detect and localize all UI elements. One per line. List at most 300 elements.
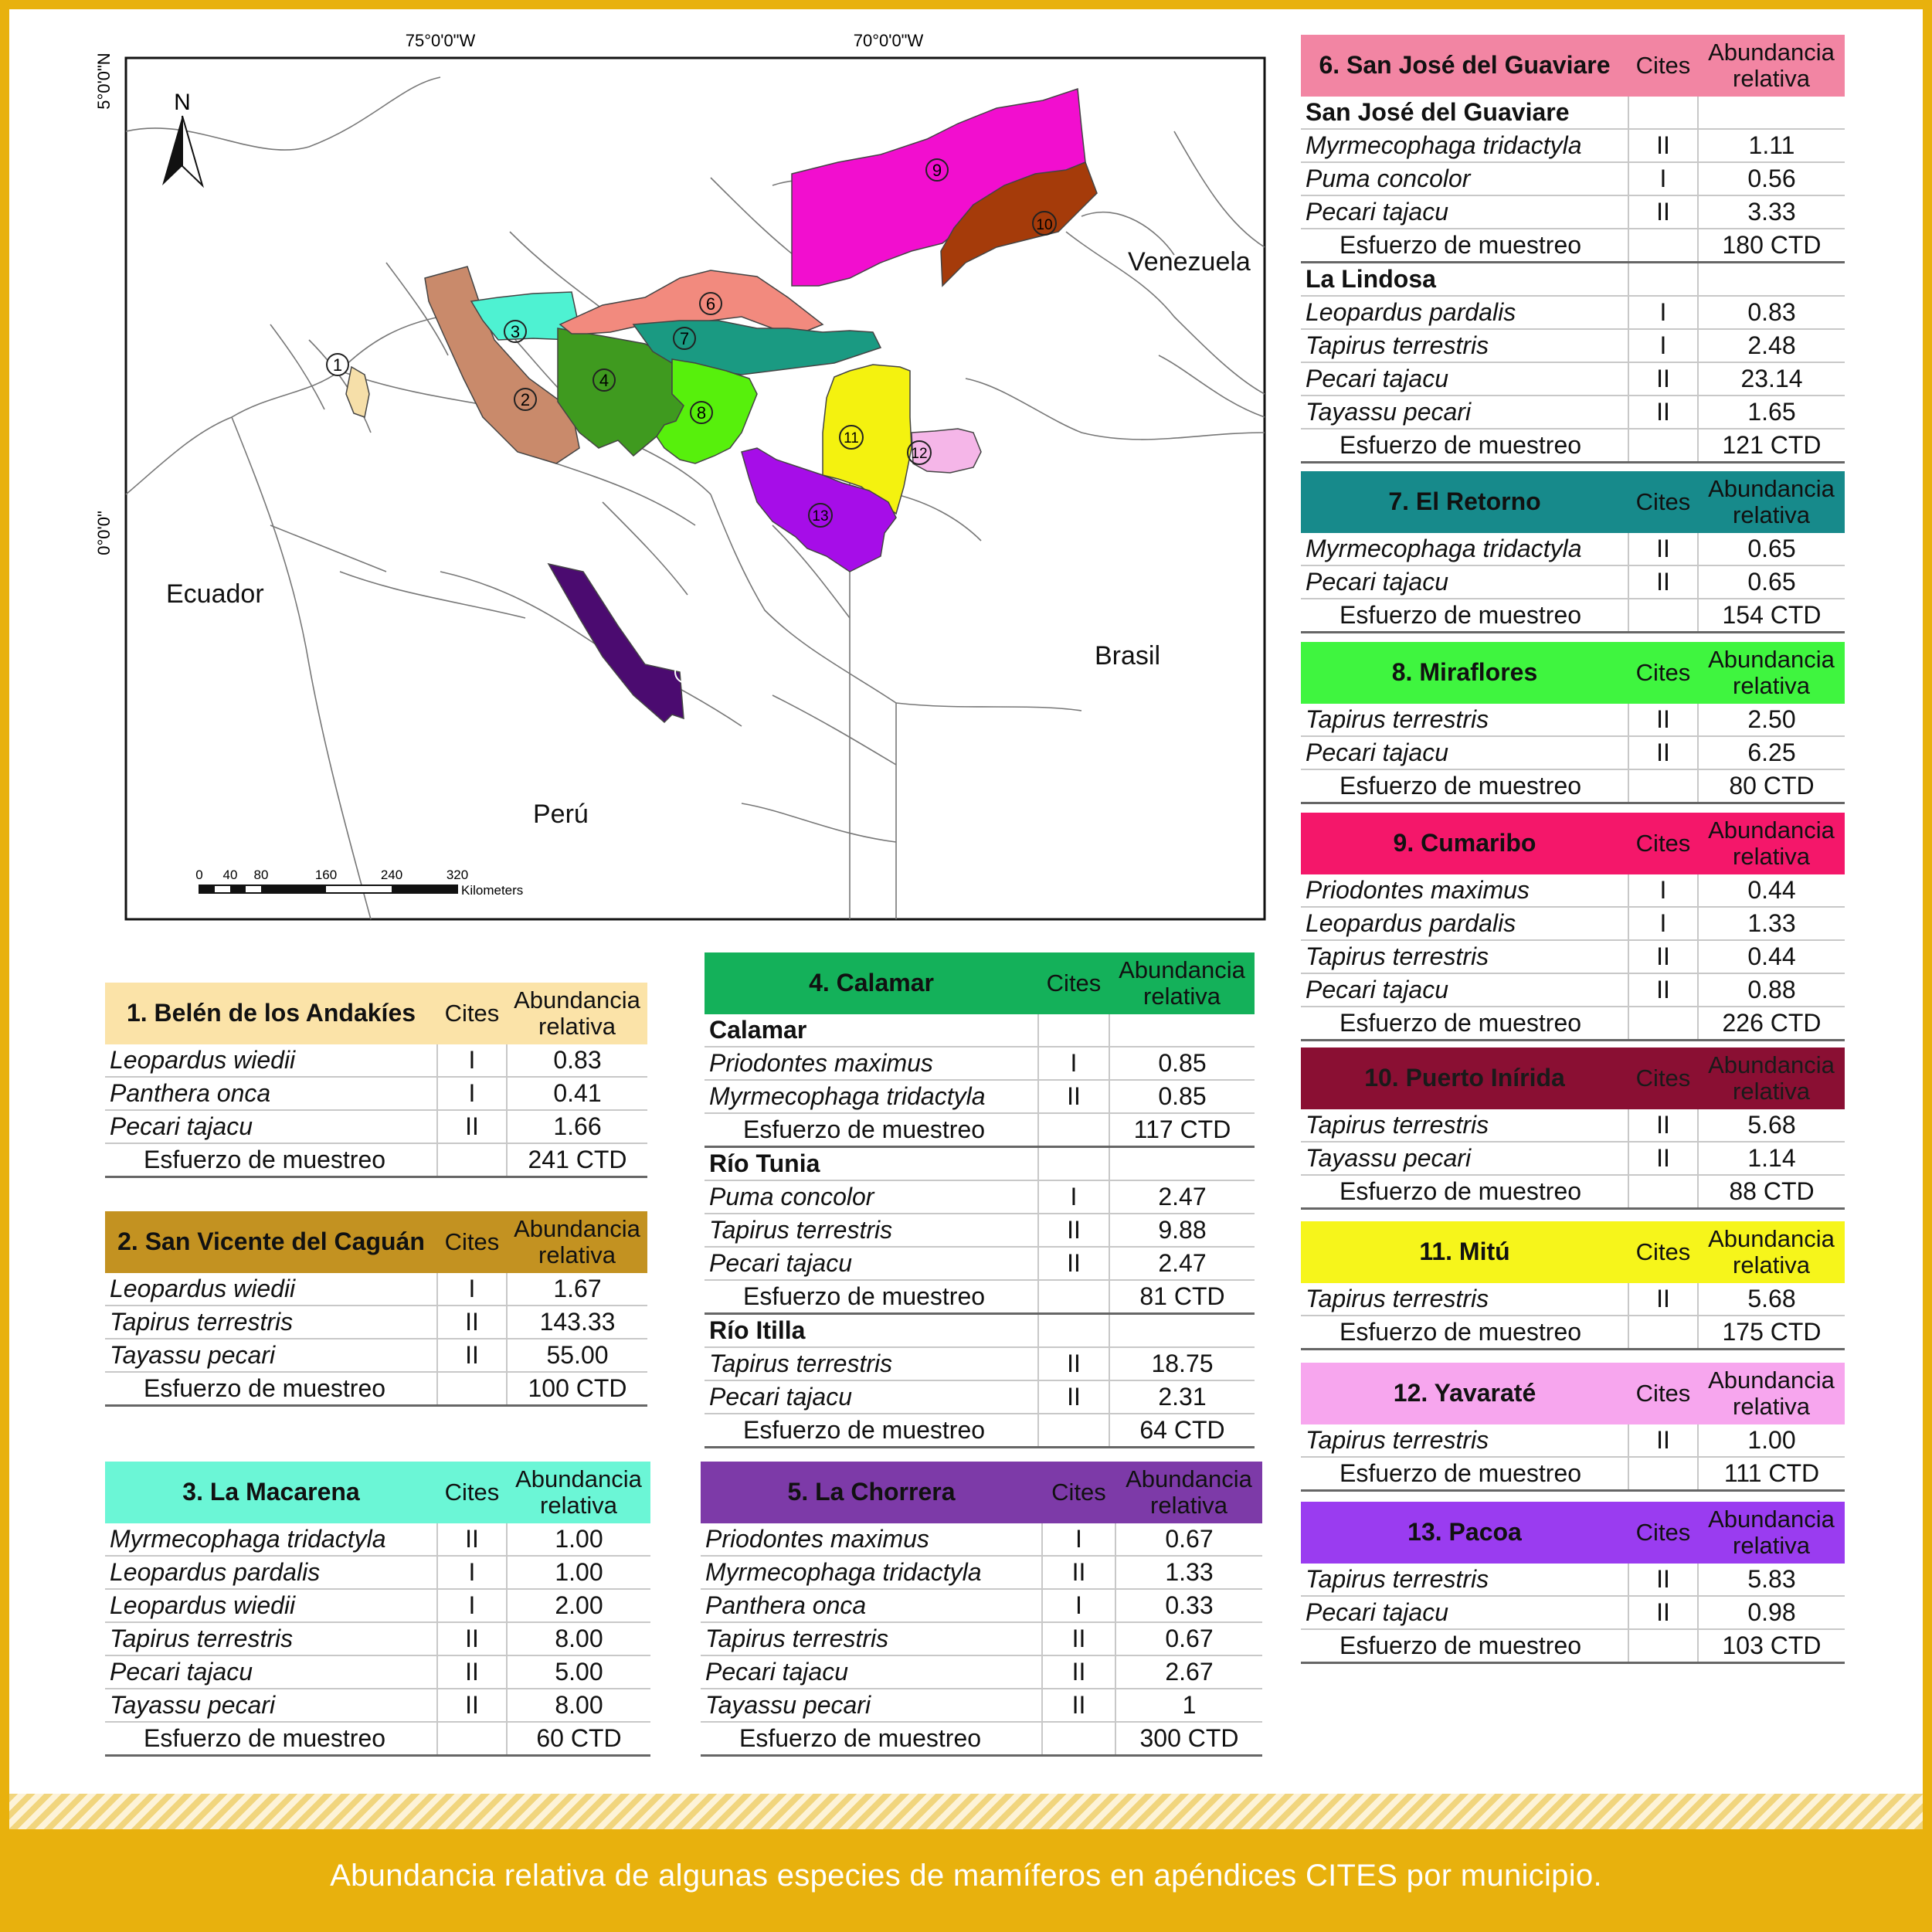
region-number: 4 (599, 371, 609, 390)
cites-header: Cites (444, 999, 500, 1027)
effort-cites (1628, 1457, 1698, 1491)
cites-appendix: I (1042, 1523, 1115, 1556)
species-name: Pecari tajacu (701, 1655, 1042, 1689)
abundance-header-line1: Abundancia (1708, 816, 1835, 844)
country-label: Perú (533, 800, 589, 829)
effort-cites (1628, 1629, 1698, 1663)
species-row (105, 1689, 650, 1722)
abundance-header-line1: Abundancia (1708, 645, 1835, 673)
species-name: Pecari tajacu (1301, 1596, 1628, 1629)
cites-appendix: I (437, 1273, 507, 1306)
abundance-value: 5.83 (1698, 1564, 1845, 1596)
abundance-value: 2.48 (1698, 329, 1845, 362)
scale-tick: 0 (195, 868, 203, 882)
cites-appendix: II (437, 1689, 507, 1722)
section-cites (1628, 97, 1698, 129)
abundance-header (1109, 952, 1255, 1014)
effort-label: Esfuerzo de muestreo (1301, 429, 1628, 463)
species-row (1301, 940, 1845, 973)
section-value (1109, 1014, 1255, 1047)
region-number: 13 (812, 508, 829, 525)
abundance-header-line2: relativa (1733, 1078, 1810, 1105)
species-row (105, 1044, 647, 1077)
cites-header: Cites (1635, 1518, 1691, 1546)
cites-appendix: I (1628, 874, 1698, 907)
abundance-value: 1.67 (507, 1273, 647, 1306)
species-name: Tapirus terrestris (105, 1306, 437, 1339)
abundance-header-line2: relativa (1733, 672, 1810, 699)
species-name: Tayassu pecari (1301, 1142, 1628, 1175)
abundance-header-line1: Abundancia (1708, 38, 1835, 66)
section-row (705, 1147, 1255, 1181)
table-title: 2. San Vicente del Caguán (117, 1227, 425, 1256)
species-name: Leopardus wiedii (105, 1044, 437, 1077)
species-row (105, 1306, 647, 1339)
species-name: Tayassu pecari (1301, 396, 1628, 429)
abundance-header (1698, 35, 1845, 97)
effort-label: Esfuerzo de muestreo (705, 1113, 1038, 1147)
effort-row (105, 1143, 647, 1177)
cites-appendix: II (437, 1306, 507, 1339)
species-name: Tapirus terrestris (1301, 1564, 1628, 1596)
abundance-header-line1: Abundancia (1119, 956, 1245, 983)
cites-appendix: I (1038, 1180, 1109, 1214)
abundance-value: 0.98 (1698, 1596, 1845, 1629)
cites-appendix: II (1628, 1142, 1698, 1175)
lat-label: 0°0'0" (94, 511, 114, 555)
abundance-value: 0.44 (1698, 940, 1845, 973)
species-row (105, 1655, 650, 1689)
effort-label: Esfuerzo de muestreo (1301, 1007, 1628, 1041)
effort-row (705, 1414, 1255, 1448)
abundance-value: 55.00 (507, 1339, 647, 1372)
species-name: Myrmecophaga tridactyla (701, 1556, 1042, 1589)
cites-appendix: II (1628, 565, 1698, 599)
abundance-value: 0.85 (1109, 1080, 1255, 1113)
effort-value: 100 CTD (507, 1372, 647, 1406)
effort-row (1301, 1457, 1845, 1491)
cites-appendix: I (1628, 296, 1698, 329)
table-header (1301, 1047, 1845, 1109)
species-row (1301, 362, 1845, 396)
table-title: 4. Calamar (809, 969, 934, 997)
species-name: Myrmecophaga tridactyla (1301, 129, 1628, 162)
species-row (705, 1214, 1255, 1247)
abundance-value: 18.75 (1109, 1347, 1255, 1380)
effort-cites (1628, 1316, 1698, 1350)
abundance-value: 0.67 (1115, 1622, 1262, 1655)
abundance-header-line2: relativa (1733, 843, 1810, 870)
scale-tick: 80 (253, 868, 269, 882)
species-name: Priodontes maximus (705, 1047, 1038, 1080)
species-row (1301, 296, 1845, 329)
north-label: N (174, 90, 191, 115)
cites-appendix: II (1042, 1622, 1115, 1655)
species-name: Tapirus terrestris (1301, 1424, 1628, 1457)
abundance-table (705, 952, 1255, 1448)
species-name: Myrmecophaga tridactyla (705, 1080, 1038, 1113)
table-title: 6. San José del Guaviare (1319, 51, 1611, 80)
abundance-header-line1: Abundancia (514, 1214, 640, 1242)
species-row (105, 1589, 650, 1622)
species-row (1301, 1424, 1845, 1457)
species-row (705, 1080, 1255, 1113)
country-label: Brasil (1095, 641, 1161, 671)
species-row (1301, 533, 1845, 565)
abundance-value: 0.88 (1698, 973, 1845, 1007)
effort-row (105, 1372, 647, 1406)
species-row (705, 1047, 1255, 1080)
abundance-value: 1.66 (507, 1110, 647, 1143)
abundance-header (1698, 642, 1845, 704)
section-value (1698, 97, 1845, 129)
cites-header: Cites (1635, 51, 1691, 79)
table-header (105, 1462, 650, 1523)
effort-label: Esfuerzo de muestreo (701, 1722, 1042, 1756)
abundance-header (507, 1462, 650, 1523)
species-row (1301, 874, 1845, 907)
section-cites (1038, 1314, 1109, 1348)
effort-cites (1628, 769, 1698, 803)
country-label: Ecuador (166, 579, 264, 609)
species-row (1301, 396, 1845, 429)
effort-label: Esfuerzo de muestreo (1301, 1316, 1628, 1350)
species-name: Leopardus wiedii (105, 1273, 437, 1306)
abundance-table (1301, 1047, 1845, 1210)
species-name: Priodontes maximus (1301, 874, 1628, 907)
species-name: Leopardus wiedii (105, 1589, 437, 1622)
cites-header: Cites (444, 1478, 500, 1506)
species-row (1301, 195, 1845, 229)
abundance-value: 9.88 (1109, 1214, 1255, 1247)
effort-label: Esfuerzo de muestreo (1301, 599, 1628, 633)
species-row (1301, 1596, 1845, 1629)
species-name: Tapirus terrestris (705, 1214, 1038, 1247)
abundance-header-line1: Abundancia (515, 1465, 642, 1492)
cites-header: Cites (1635, 1064, 1691, 1092)
section-name: La Lindosa (1301, 263, 1628, 297)
lat-label: 5°0'0"N (94, 53, 114, 110)
abundance-value: 1.00 (507, 1556, 650, 1589)
cites-appendix: I (437, 1044, 507, 1077)
species-row (1301, 736, 1845, 769)
effort-row (705, 1280, 1255, 1314)
abundance-header-line1: Abundancia (1708, 1051, 1835, 1078)
effort-label: Esfuerzo de muestreo (105, 1143, 437, 1177)
abundance-header-line1: Abundancia (1708, 1224, 1835, 1252)
species-row (705, 1380, 1255, 1414)
effort-cites (1628, 1007, 1698, 1041)
abundance-value: 2.00 (507, 1589, 650, 1622)
cites-appendix: II (1628, 396, 1698, 429)
effort-cites (1038, 1113, 1109, 1147)
species-name: Pecari tajacu (1301, 565, 1628, 599)
section-cites (1038, 1147, 1109, 1181)
abundance-header (507, 1211, 647, 1273)
cites-appendix: II (1038, 1080, 1109, 1113)
effort-cites (1042, 1722, 1115, 1756)
species-name: Myrmecophaga tridactyla (1301, 533, 1628, 565)
abundance-value: 0.85 (1109, 1047, 1255, 1080)
effort-row (705, 1113, 1255, 1147)
effort-row (1301, 1007, 1845, 1041)
species-row (701, 1556, 1262, 1589)
species-row (105, 1273, 647, 1306)
species-row (701, 1655, 1262, 1689)
cites-header: Cites (1635, 487, 1691, 515)
effort-label: Esfuerzo de muestreo (1301, 1629, 1628, 1663)
abundance-table (1301, 1502, 1845, 1664)
cites-appendix: II (1042, 1689, 1115, 1722)
abundance-header-line1: Abundancia (514, 986, 640, 1014)
effort-label: Esfuerzo de muestreo (1301, 229, 1628, 263)
abundance-table (105, 1211, 647, 1407)
species-row (701, 1622, 1262, 1655)
table-title: 7. El Retorno (1388, 487, 1541, 516)
effort-value: 117 CTD (1109, 1113, 1255, 1147)
species-name: Panthera onca (105, 1077, 437, 1110)
effort-row (1301, 1629, 1845, 1663)
effort-value: 121 CTD (1698, 429, 1845, 463)
section-cites (1038, 1014, 1109, 1047)
table-title: 8. Miraflores (1391, 658, 1538, 687)
table-title: 11. Mitú (1419, 1238, 1510, 1266)
abundance-value: 0.67 (1115, 1523, 1262, 1556)
table-title: 9. Cumaribo (1393, 829, 1536, 857)
species-name: Pecari tajacu (1301, 362, 1628, 396)
cites-header: Cites (1635, 1238, 1691, 1265)
cites-appendix: II (1628, 1109, 1698, 1142)
effort-value: 80 CTD (1698, 769, 1845, 803)
effort-value: 241 CTD (507, 1143, 647, 1177)
section-cites (1628, 263, 1698, 297)
abundance-header (507, 983, 647, 1044)
effort-row (1301, 429, 1845, 463)
abundance-value: 5.68 (1698, 1283, 1845, 1316)
table-title: 1. Belén de los Andakíes (126, 999, 416, 1027)
abundance-value: 0.65 (1698, 565, 1845, 599)
effort-row (1301, 1175, 1845, 1209)
table-header (705, 952, 1255, 1014)
cites-appendix: I (1628, 329, 1698, 362)
effort-value: 226 CTD (1698, 1007, 1845, 1041)
species-name: Tapirus terrestris (1301, 940, 1628, 973)
cites-appendix: I (437, 1556, 507, 1589)
abundance-header-line2: relativa (1143, 983, 1221, 1010)
scale-tick: 240 (380, 868, 403, 882)
abundance-value: 0.41 (507, 1077, 647, 1110)
abundance-value: 2.67 (1115, 1655, 1262, 1689)
cites-appendix: II (1628, 362, 1698, 396)
region-number: 2 (520, 390, 531, 409)
abundance-value: 23.14 (1698, 362, 1845, 396)
abundance-header-line2: relativa (1733, 1393, 1810, 1420)
effort-row (1301, 769, 1845, 803)
abundance-header-line2: relativa (540, 1492, 617, 1519)
abundance-header (1698, 1502, 1845, 1564)
species-name: Tapirus terrestris (105, 1622, 437, 1655)
species-name: Priodontes maximus (701, 1523, 1042, 1556)
abundance-table (1301, 471, 1845, 633)
abundance-table (105, 1462, 650, 1757)
abundance-header-line2: relativa (538, 1013, 616, 1040)
species-row (105, 1622, 650, 1655)
species-name: Pecari tajacu (705, 1380, 1038, 1414)
effort-value: 88 CTD (1698, 1175, 1845, 1209)
abundance-table (1301, 1221, 1845, 1350)
effort-row (1301, 229, 1845, 263)
species-name: Tapirus terrestris (1301, 1283, 1628, 1316)
abundance-value: 1.33 (1115, 1556, 1262, 1589)
cites-appendix: II (437, 1110, 507, 1143)
effort-row (701, 1722, 1262, 1756)
lon-label: 70°0'0"W (853, 31, 924, 50)
abundance-table (1301, 1363, 1845, 1492)
effort-value: 60 CTD (507, 1722, 650, 1756)
section-name: Río Tunia (705, 1147, 1038, 1181)
cites-appendix: I (1042, 1589, 1115, 1622)
lon-label: 75°0'0"W (405, 31, 476, 50)
section-name: San José del Guaviare (1301, 97, 1628, 129)
effort-cites (437, 1143, 507, 1177)
effort-value: 154 CTD (1698, 599, 1845, 633)
abundance-table (701, 1462, 1262, 1757)
species-row (105, 1523, 650, 1556)
species-name: Tapirus terrestris (701, 1622, 1042, 1655)
effort-value: 81 CTD (1109, 1280, 1255, 1314)
abundance-value: 0.33 (1115, 1589, 1262, 1622)
abundance-header (1115, 1462, 1262, 1523)
region-number: 6 (705, 294, 716, 314)
abundance-value: 2.47 (1109, 1180, 1255, 1214)
abundance-value: 1 (1115, 1689, 1262, 1722)
species-name: Tayassu pecari (105, 1689, 437, 1722)
abundance-header-line1: Abundancia (1708, 474, 1835, 502)
cites-appendix: II (1628, 1424, 1698, 1457)
table-title: 3. La Macarena (182, 1478, 360, 1506)
abundance-value: 1.65 (1698, 396, 1845, 429)
table-header (1301, 1221, 1845, 1283)
cites-appendix: I (1628, 907, 1698, 940)
region-number: 8 (696, 403, 707, 423)
cites-header: Cites (1051, 1478, 1106, 1506)
species-row (705, 1247, 1255, 1280)
effort-label: Esfuerzo de muestreo (1301, 1457, 1628, 1491)
section-row (705, 1014, 1255, 1047)
abundance-header (1698, 471, 1845, 533)
effort-cites (1038, 1414, 1109, 1448)
species-row (705, 1180, 1255, 1214)
effort-value: 175 CTD (1698, 1316, 1845, 1350)
species-name: Pecari tajacu (105, 1655, 437, 1689)
region-number: 5 (681, 663, 691, 682)
species-name: Panthera onca (701, 1589, 1042, 1622)
region-number: 11 (844, 430, 859, 446)
cites-appendix: I (1628, 162, 1698, 195)
cites-appendix: II (1042, 1556, 1115, 1589)
scale-unit: Kilometers (461, 883, 524, 898)
cites-header: Cites (1635, 829, 1691, 857)
abundance-table (1301, 813, 1845, 1041)
species-name: Tapirus terrestris (1301, 704, 1628, 736)
species-name: Tayassu pecari (105, 1339, 437, 1372)
table-title: 10. Puerto Inírida (1364, 1064, 1565, 1092)
table-header (1301, 642, 1845, 704)
species-row (105, 1077, 647, 1110)
abundance-header-line2: relativa (1733, 65, 1810, 92)
cites-header: Cites (1635, 1379, 1691, 1407)
species-row (1301, 704, 1845, 736)
species-name: Tapirus terrestris (1301, 1109, 1628, 1142)
section-name: Río Itilla (705, 1314, 1038, 1348)
species-name: Puma concolor (1301, 162, 1628, 195)
decorative-stripe (9, 1794, 1923, 1829)
scale-tick: 40 (222, 868, 238, 882)
abundance-value: 3.33 (1698, 195, 1845, 229)
section-value (1109, 1314, 1255, 1348)
section-value (1109, 1147, 1255, 1181)
section-row (1301, 263, 1845, 297)
cites-appendix: II (1042, 1655, 1115, 1689)
cites-appendix: II (437, 1655, 507, 1689)
abundance-header-line2: relativa (1733, 501, 1810, 528)
abundance-table (105, 983, 647, 1178)
cites-appendix: II (1038, 1380, 1109, 1414)
caption: Abundancia relativa de algunas especies de mamíferos en apéndices CITES por municipio. (330, 1858, 1602, 1893)
species-name: Pecari tajacu (1301, 973, 1628, 1007)
table-header (701, 1462, 1262, 1523)
cites-appendix: II (1628, 195, 1698, 229)
abundance-header (1698, 813, 1845, 874)
abundance-header (1698, 1221, 1845, 1283)
species-name: Pecari tajacu (1301, 195, 1628, 229)
table-header (1301, 813, 1845, 874)
section-row (1301, 97, 1845, 129)
table-title: 13. Pacoa (1407, 1518, 1522, 1547)
abundance-value: 2.31 (1109, 1380, 1255, 1414)
cites-appendix: II (1038, 1347, 1109, 1380)
cites-appendix: I (1038, 1047, 1109, 1080)
abundance-header-line1: Abundancia (1708, 1366, 1835, 1394)
abundance-value: 6.25 (1698, 736, 1845, 769)
cites-appendix: II (1038, 1214, 1109, 1247)
species-name: Pecari tajacu (105, 1110, 437, 1143)
section-value (1698, 263, 1845, 297)
cites-appendix: II (437, 1622, 507, 1655)
cites-header: Cites (1635, 658, 1691, 686)
cites-appendix: II (437, 1523, 507, 1556)
species-name: Leopardus pardalis (105, 1556, 437, 1589)
table-title: 5. La Chorrera (787, 1478, 956, 1506)
effort-cites (1628, 1175, 1698, 1209)
abundance-header-line1: Abundancia (1708, 1505, 1835, 1533)
effort-cites (1628, 599, 1698, 633)
effort-row (1301, 1316, 1845, 1350)
cites-appendix: II (1628, 1283, 1698, 1316)
section-name: Calamar (705, 1014, 1038, 1047)
effort-label: Esfuerzo de muestreo (705, 1280, 1038, 1314)
abundance-value: 143.33 (507, 1306, 647, 1339)
cites-appendix: II (1628, 129, 1698, 162)
cites-appendix: II (1628, 973, 1698, 1007)
effort-value: 180 CTD (1698, 229, 1845, 263)
abundance-value: 0.83 (1698, 296, 1845, 329)
effort-cites (1038, 1280, 1109, 1314)
abundance-header-line2: relativa (1150, 1492, 1227, 1519)
species-row (1301, 973, 1845, 1007)
effort-row (1301, 599, 1845, 633)
abundance-value: 8.00 (507, 1689, 650, 1722)
